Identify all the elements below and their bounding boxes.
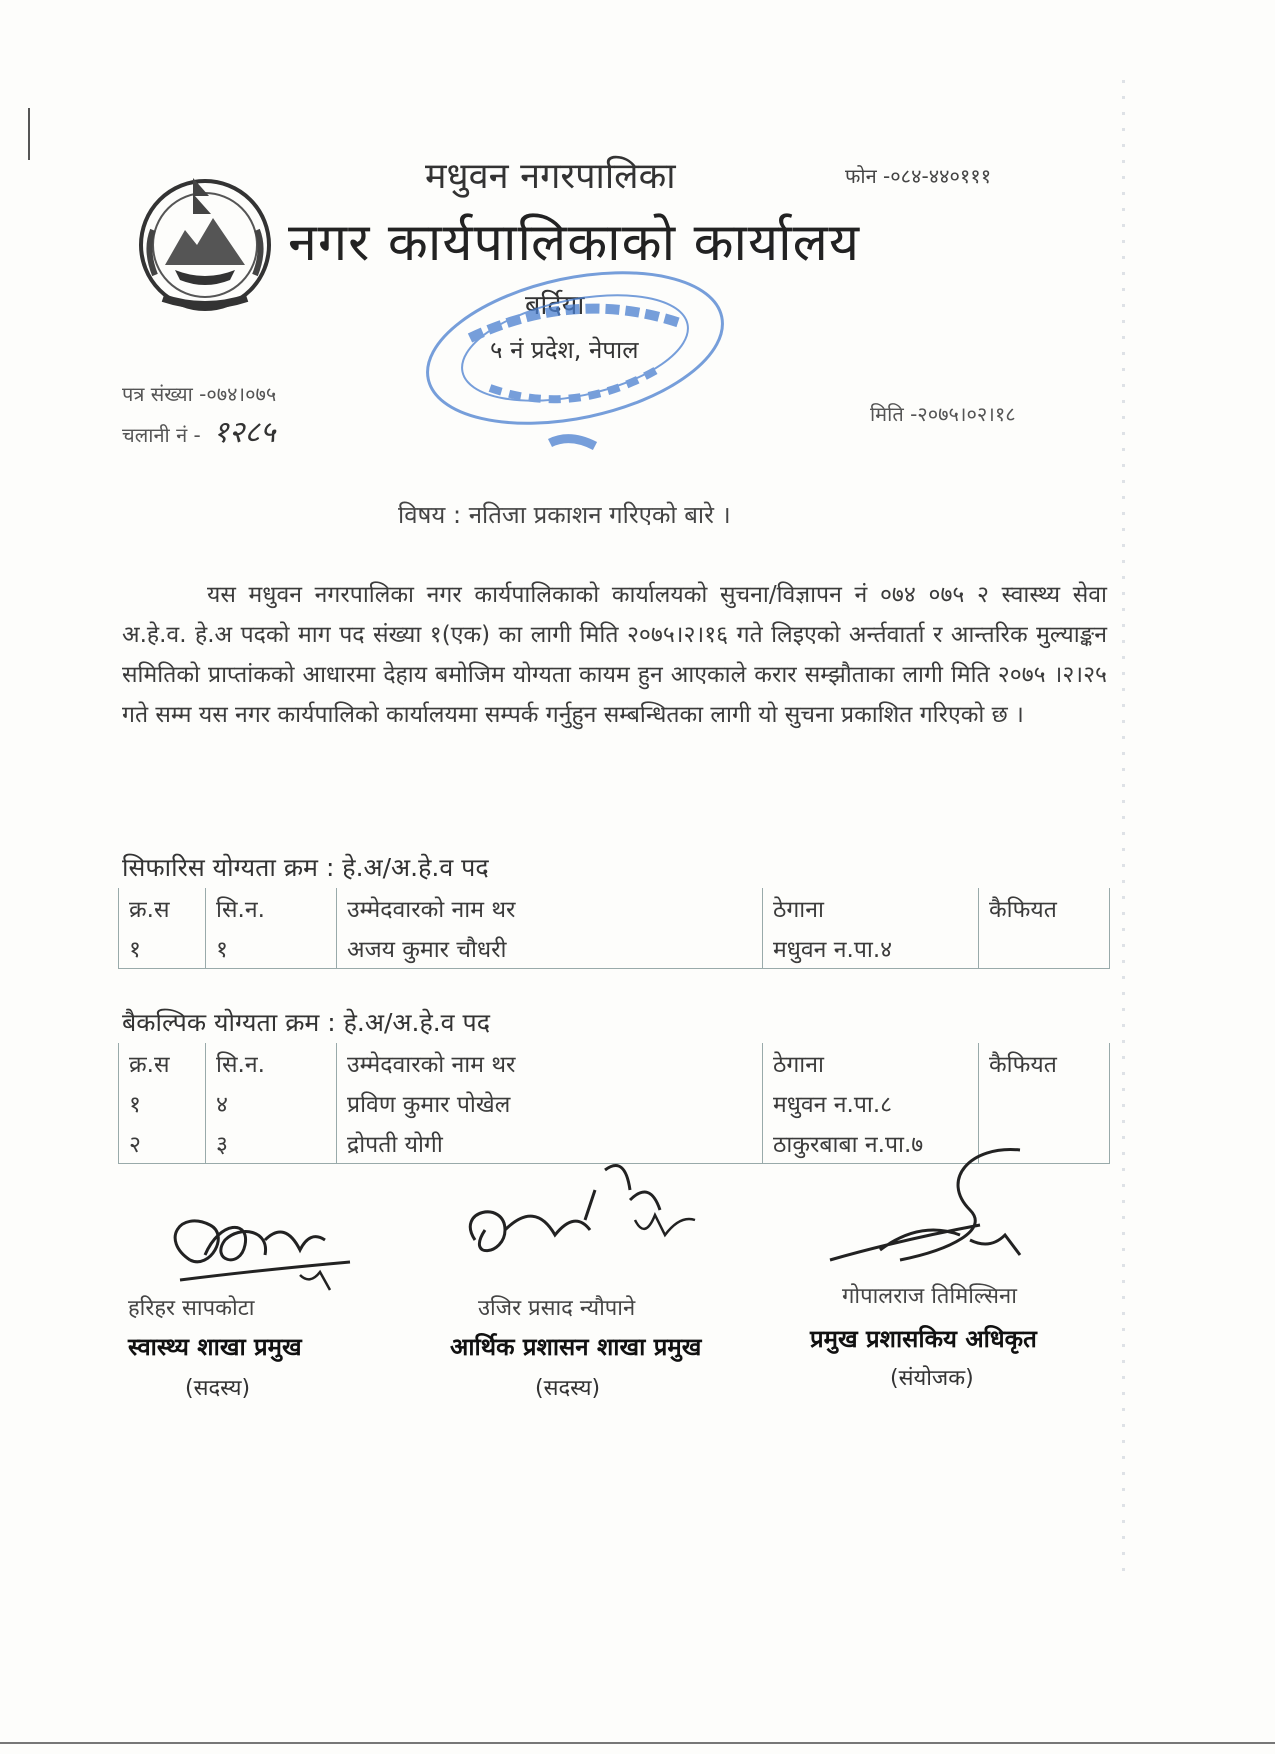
header-cell: सि.न. [206, 1043, 337, 1083]
table-header-row [119, 888, 1110, 928]
table-cell: द्रोपती योगी [337, 1123, 763, 1164]
signature-3-icon [820, 1140, 1060, 1290]
header-cell: कैफियत [979, 1043, 1110, 1083]
table-cell: १ [119, 1083, 206, 1123]
signatory-3-role: प्रमुख प्रशासकिय अधिकृत [810, 1325, 1037, 1353]
signature-2-icon [455, 1160, 715, 1290]
signatory-2-name: उजिर प्रसाद न्यौपाने [478, 1296, 636, 1321]
signatory-2-role: आर्थिक प्रशासन शाखा प्रमुख [450, 1333, 702, 1361]
table-cell: ३ [206, 1123, 337, 1164]
header-cell: क्र.स [119, 1043, 206, 1083]
dispatch-value: १२८५ [213, 415, 276, 450]
signatory-3-name: गोपालराज तिमिल्सिना [842, 1284, 1017, 1309]
header-cell: कैफियत [979, 888, 1110, 928]
alternate-title: बैकल्पिक योग्यता क्रम : हे.अ/अ.हे.व पद [122, 1008, 490, 1037]
district-name: बर्दिया [525, 290, 585, 321]
scan-edge-bottom [0, 1742, 1275, 1744]
municipality-name: मधुवन नगरपालिका [425, 156, 676, 197]
scan-noise [1122, 80, 1125, 1580]
signatory-1-role: स्वास्थ्य शाखा प्रमुख [128, 1333, 302, 1361]
province-name: ५ नं प्रदेश, नेपाल [490, 336, 639, 364]
table-cell: मधुवन न.पा.८ [763, 1083, 979, 1123]
table-header-row [119, 1043, 1110, 1083]
office-title: नगर कार्यपालिकाको कार्यालय [288, 213, 861, 273]
nepal-emblem-icon [135, 170, 275, 315]
header-cell: ठेगाना [763, 1043, 979, 1083]
table-cell: २ [119, 1123, 206, 1164]
table-cell: अजय कुमार चौधरी [337, 928, 763, 969]
dispatch-label: चलानी नं [122, 423, 188, 447]
table-cell [979, 1083, 1110, 1123]
table-cell: १ [119, 928, 206, 969]
table-cell: ठाकुरबाबा न.पा.७ [763, 1123, 979, 1164]
letter-number: पत्र संख्या -०७४।०७५ [122, 382, 277, 406]
signatory-2-membership: (सदस्य) [535, 1376, 601, 1401]
letter-body: यस मधुवन नगरपालिका नगर कार्यपालिकाको कार्यालयको सुचना/विज्ञापन नं ०७४ ०७५ २ स्वास्थ्य सेवा अ.हे.व. हे.अ पदको माग पद संख्या १(एक) का लागी मिति २०७५।२।१६ गते लिइएको अर्न्तवार्ता र आन्तरिक मुल्याङ्कन समितिको प्राप्तांकको आधारमा देहाय बमोजिम योग्यता कायम हुन आएकाले करार सम्झौताका लागी मिति २०७५ ।२।२५ गते सम्म यस नगर कार्यपालिको कार्यालयमा सम्पर्क गर्नुहुन सम्बन्धितका लागी यो सुचना प्रकाशित गरिएको छ । [122, 582, 1107, 728]
table-row [119, 1083, 1110, 1123]
table-cell: मधुवन न.पा.४ [763, 928, 979, 969]
letter-date: मिति -२०७५।०२।१८ [870, 402, 1016, 426]
letter-subject: विषय : नतिजा प्रकाशन गरिएको बारे । [398, 501, 731, 529]
office-stamp-icon [410, 268, 740, 468]
header-cell: ठेगाना [763, 888, 979, 928]
dispatch-number: चलानी नं - १२८५ [122, 415, 276, 450]
table-cell: ४ [206, 1083, 337, 1123]
table-row [119, 928, 1110, 969]
signatory-1-name: हरिहर सापकोटा [128, 1296, 255, 1321]
phone-number: फोन -०८४-४४०१११ [845, 164, 992, 188]
signatory-1-membership: (सदस्य) [185, 1376, 251, 1401]
recommended-table [118, 888, 1110, 969]
table-cell: प्रविण कुमार पोखेल [337, 1083, 763, 1123]
signatory-3-membership: (संयोजक) [890, 1366, 974, 1391]
table-cell: १ [206, 928, 337, 969]
header-cell: उम्मेदवारको नाम थर [337, 888, 763, 928]
recommended-title: सिफारिस योग्यता क्रम : हे.अ/अ.हे.व पद [122, 853, 489, 882]
header-cell: सि.न. [206, 888, 337, 928]
table-cell [979, 928, 1110, 969]
scan-edge-mark [28, 108, 30, 160]
header-cell: क्र.स [119, 888, 206, 928]
signature-1-icon [150, 1200, 360, 1300]
header-cell: उम्मेदवारको नाम थर [337, 1043, 763, 1083]
